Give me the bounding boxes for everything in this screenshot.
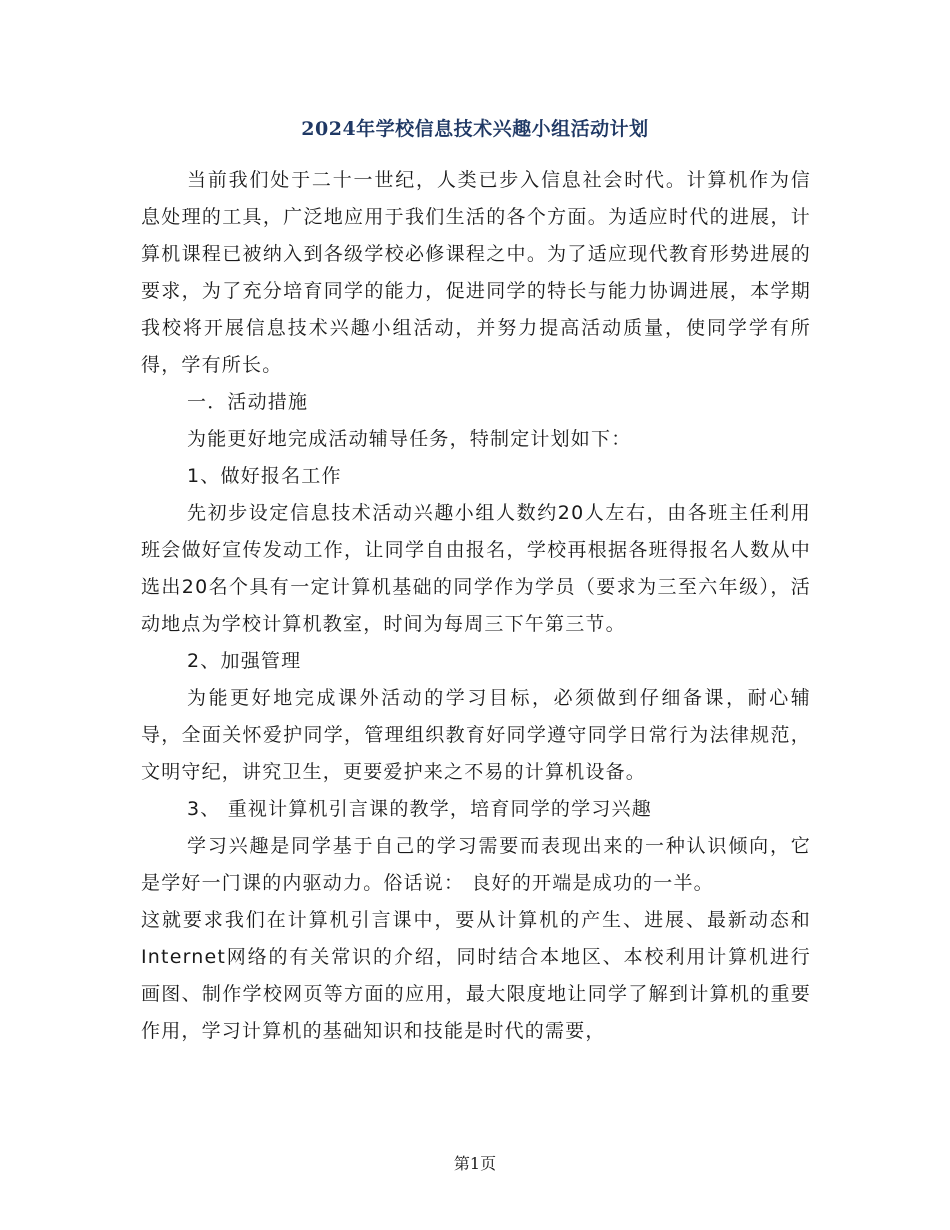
paragraph-interest: 学习兴趣是同学基于自己的学习需要而表现出来的一种认识倾向，它是学好一门课的内驱动力。俗话说： 良好的开端是成功的一半。 bbox=[141, 835, 811, 894]
subheading-management: 2、加强管理 bbox=[187, 650, 302, 672]
paragraph-management: 为能更好地完成课外活动的学习目标，必须做到仔细备课，耐心辅导，全面关怀爱护同学，管理组织教育好同学遵守同学日常行为法律规范，文明守纪，讲究卫生，更要爱护来之不易的计算机设备。 bbox=[141, 687, 811, 783]
document-body bbox=[141, 162, 811, 1050]
subheading-intro-lesson: 3、 重视计算机引言课的教学，培育同学的学习兴趣 bbox=[187, 798, 652, 820]
page-number: 第1页 bbox=[453, 1154, 497, 1173]
subheading-registration: 1、做好报名工作 bbox=[187, 465, 342, 487]
paragraph-intro: 当前我们处于二十一世纪，人类已步入信息社会时代。计算机作为信息处理的工具，广泛地应用于我们生活的各个方面。为适应时代的进展，计算机课程已被纳入到各级学校必修课程之中。为了适应现代教育形势进展的要求，为了充分培育同学的能力，促进同学的特长与能力协调进展，本学期我校将开展信息技术兴趣小组活动，并努力提高活动质量，使同学学有所得，学有所长。 bbox=[141, 169, 811, 376]
paragraph-intro-lesson: 这就要求我们在计算机引言课中，要从计算机的产生、进展、最新动态和Internet网络的有关常识的介绍，同时结合本地区、本校利用计算机进行画图、制作学校网页等方面的应用，最大限度地让同学了解到计算机的重要作用，学习计算机的基础知识和技能是时代的需要， bbox=[141, 909, 811, 1042]
section-heading-measures: 一．活动措施 bbox=[187, 391, 309, 413]
document-title: 2024年学校信息技术兴趣小组活动计划 bbox=[301, 118, 649, 140]
paragraph-plan-intro: 为能更好地完成活动辅导任务，特制定计划如下： bbox=[187, 428, 632, 450]
paragraph-registration: 先初步设定信息技术活动兴趣小组人数约20人左右，由各班主任利用班会做好宣传发动工作，让同学自由报名，学校再根据各班得报名人数从中选出20名个具有一定计算机基础的同学作为学员（要求为三至六年级），活动地点为学校计算机教室，时间为每周三下午第三节。 bbox=[141, 502, 811, 635]
